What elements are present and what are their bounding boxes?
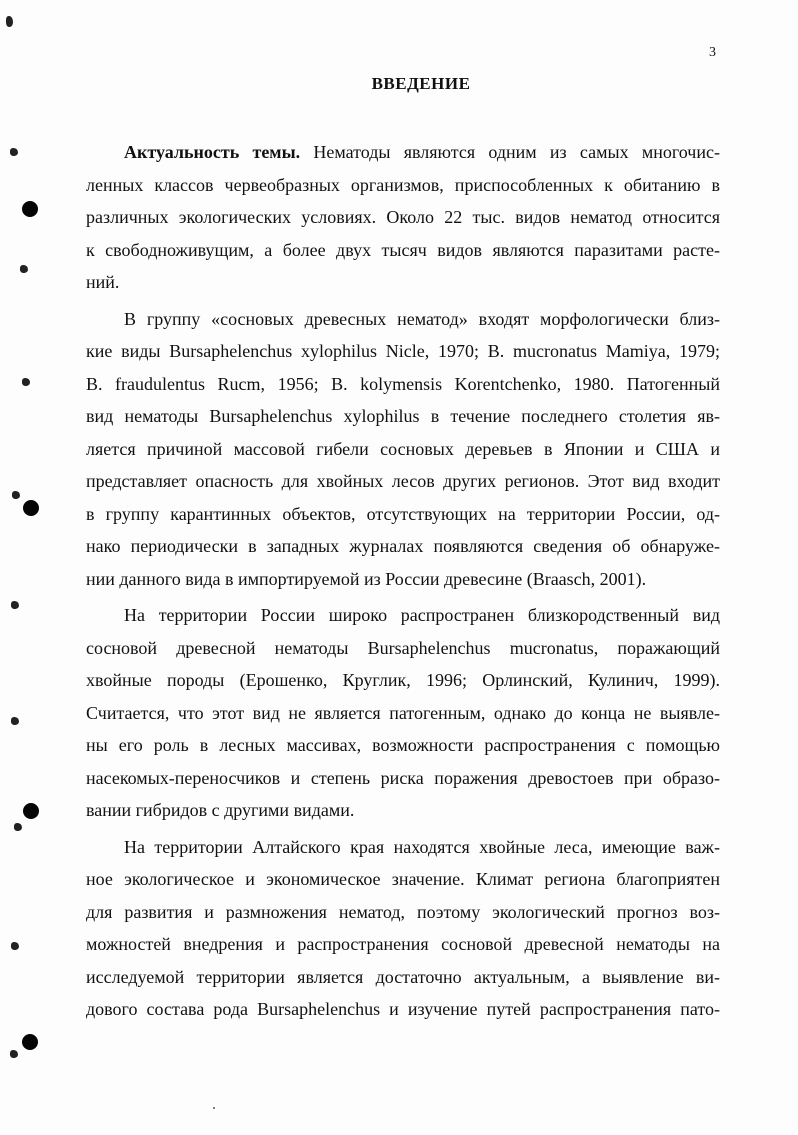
page-number: 3: [709, 45, 716, 60]
paragraph-line: B. fraudulentus Rucm, 1956; B. kolymensis Korentchenko, 1980. Патогенный: [86, 373, 720, 394]
paragraph-line: ний.: [86, 272, 120, 292]
paragraph-line: нии данного вида в импортируемой из России древесине (Braasch, 2001).: [86, 568, 647, 589]
paragraph-line: ляется причиной массовой гибели сосновых деревьев в Японии и США и: [86, 438, 720, 459]
paragraph-line: ное экологическое и экономическое значение. Климат региона благоприятен: [86, 869, 720, 889]
paragraph-line: насекомых-переносчиков и степень риска поражения древостоев при образо-: [86, 767, 720, 788]
paragraph-line: кие виды Bursaphelenchus xylophilus Nicle, 1970; B. mucronatus Mamiya, 1979;: [86, 341, 720, 361]
binder-hole: [22, 1034, 38, 1050]
paragraph-line: различных экологических условиях. Около 22 тыс. видов нематод относится: [86, 207, 720, 227]
scan-speck: [14, 823, 22, 831]
paragraph-line: [86, 136, 720, 169]
scan-speck: [22, 378, 30, 386]
paragraph-line: нако периодически в западных журналах появляются сведения об обнаруже-: [86, 536, 720, 556]
scan-speck: [6, 16, 13, 27]
paragraph-line: В группу «сосновых древесных нематод» входят морфологически близ-: [124, 308, 720, 329]
binder-hole: [23, 500, 39, 516]
binder-hole: [23, 803, 39, 819]
paragraph-line: представляет опасность для хвойных лесов других регионов. Этот вид входит: [86, 471, 720, 491]
lead-phrase: Актуальность темы.: [124, 142, 301, 162]
scan-speck: [20, 265, 28, 273]
scan-speck: [10, 148, 18, 156]
paragraph-line: На территории России широко распространен близкородственный вид: [124, 605, 720, 625]
paragraph-line: вании гибридов с другими видами.: [86, 800, 355, 820]
paragraph-line: исследуемой территории является достаточно актуальным, а выявление ви-: [86, 966, 720, 987]
scan-speck: [213, 1107, 215, 1109]
paragraph-line: На территории Алтайского края находятся хвойные леса, имеющие важ-: [124, 836, 720, 857]
paragraph-line: хвойные породы (Ерошенко, Круглик, 1996; Орлинский, Кулинич, 1999).: [86, 670, 720, 690]
body-text: [86, 136, 720, 1026]
scan-speck: [11, 942, 19, 950]
paragraph-line: ленных классов червеобразных организмов, приспособленных к обитанию в: [86, 174, 720, 195]
paragraph-line: Считается, что этот вид не является патогенным, однако до конца не выявле-: [86, 702, 720, 723]
paragraph-line: ны его роль в лесных массивах, возможности распространения с помощью: [86, 735, 720, 755]
paragraph-line: можностей внедрения и распространения сосновой древесной нематоды на: [86, 934, 720, 954]
scan-speck: [11, 601, 19, 609]
paragraph-line: в группу карантинных объектов, отсутствующих на территории России, од-: [86, 503, 720, 524]
scan-speck: [11, 717, 19, 725]
paragraph-line: для развития и размножения нематод, поэтому экологический прогноз воз-: [86, 901, 720, 922]
paragraph-line: вид нематоды Bursaphelenchus xylophilus в течение последнего столетия яв-: [86, 406, 720, 426]
page-title: ВВЕДЕНИЕ: [371, 74, 471, 93]
line-text: Нематоды являются одним из самых многочис-: [300, 142, 720, 162]
paragraph-line: дового состава рода Bursaphelenchus и изучение путей распространения пато-: [86, 999, 720, 1019]
paragraph-line: к свободноживущим, а более двух тысяч видов являются паразитами расте-: [86, 239, 720, 260]
scan-speck: [12, 491, 20, 499]
binder-hole: [22, 201, 38, 217]
paragraph-line: сосновой древесной нематоды Bursaphelenchus mucronatus, поражающий: [86, 637, 720, 658]
scan-speck: [10, 1050, 18, 1058]
